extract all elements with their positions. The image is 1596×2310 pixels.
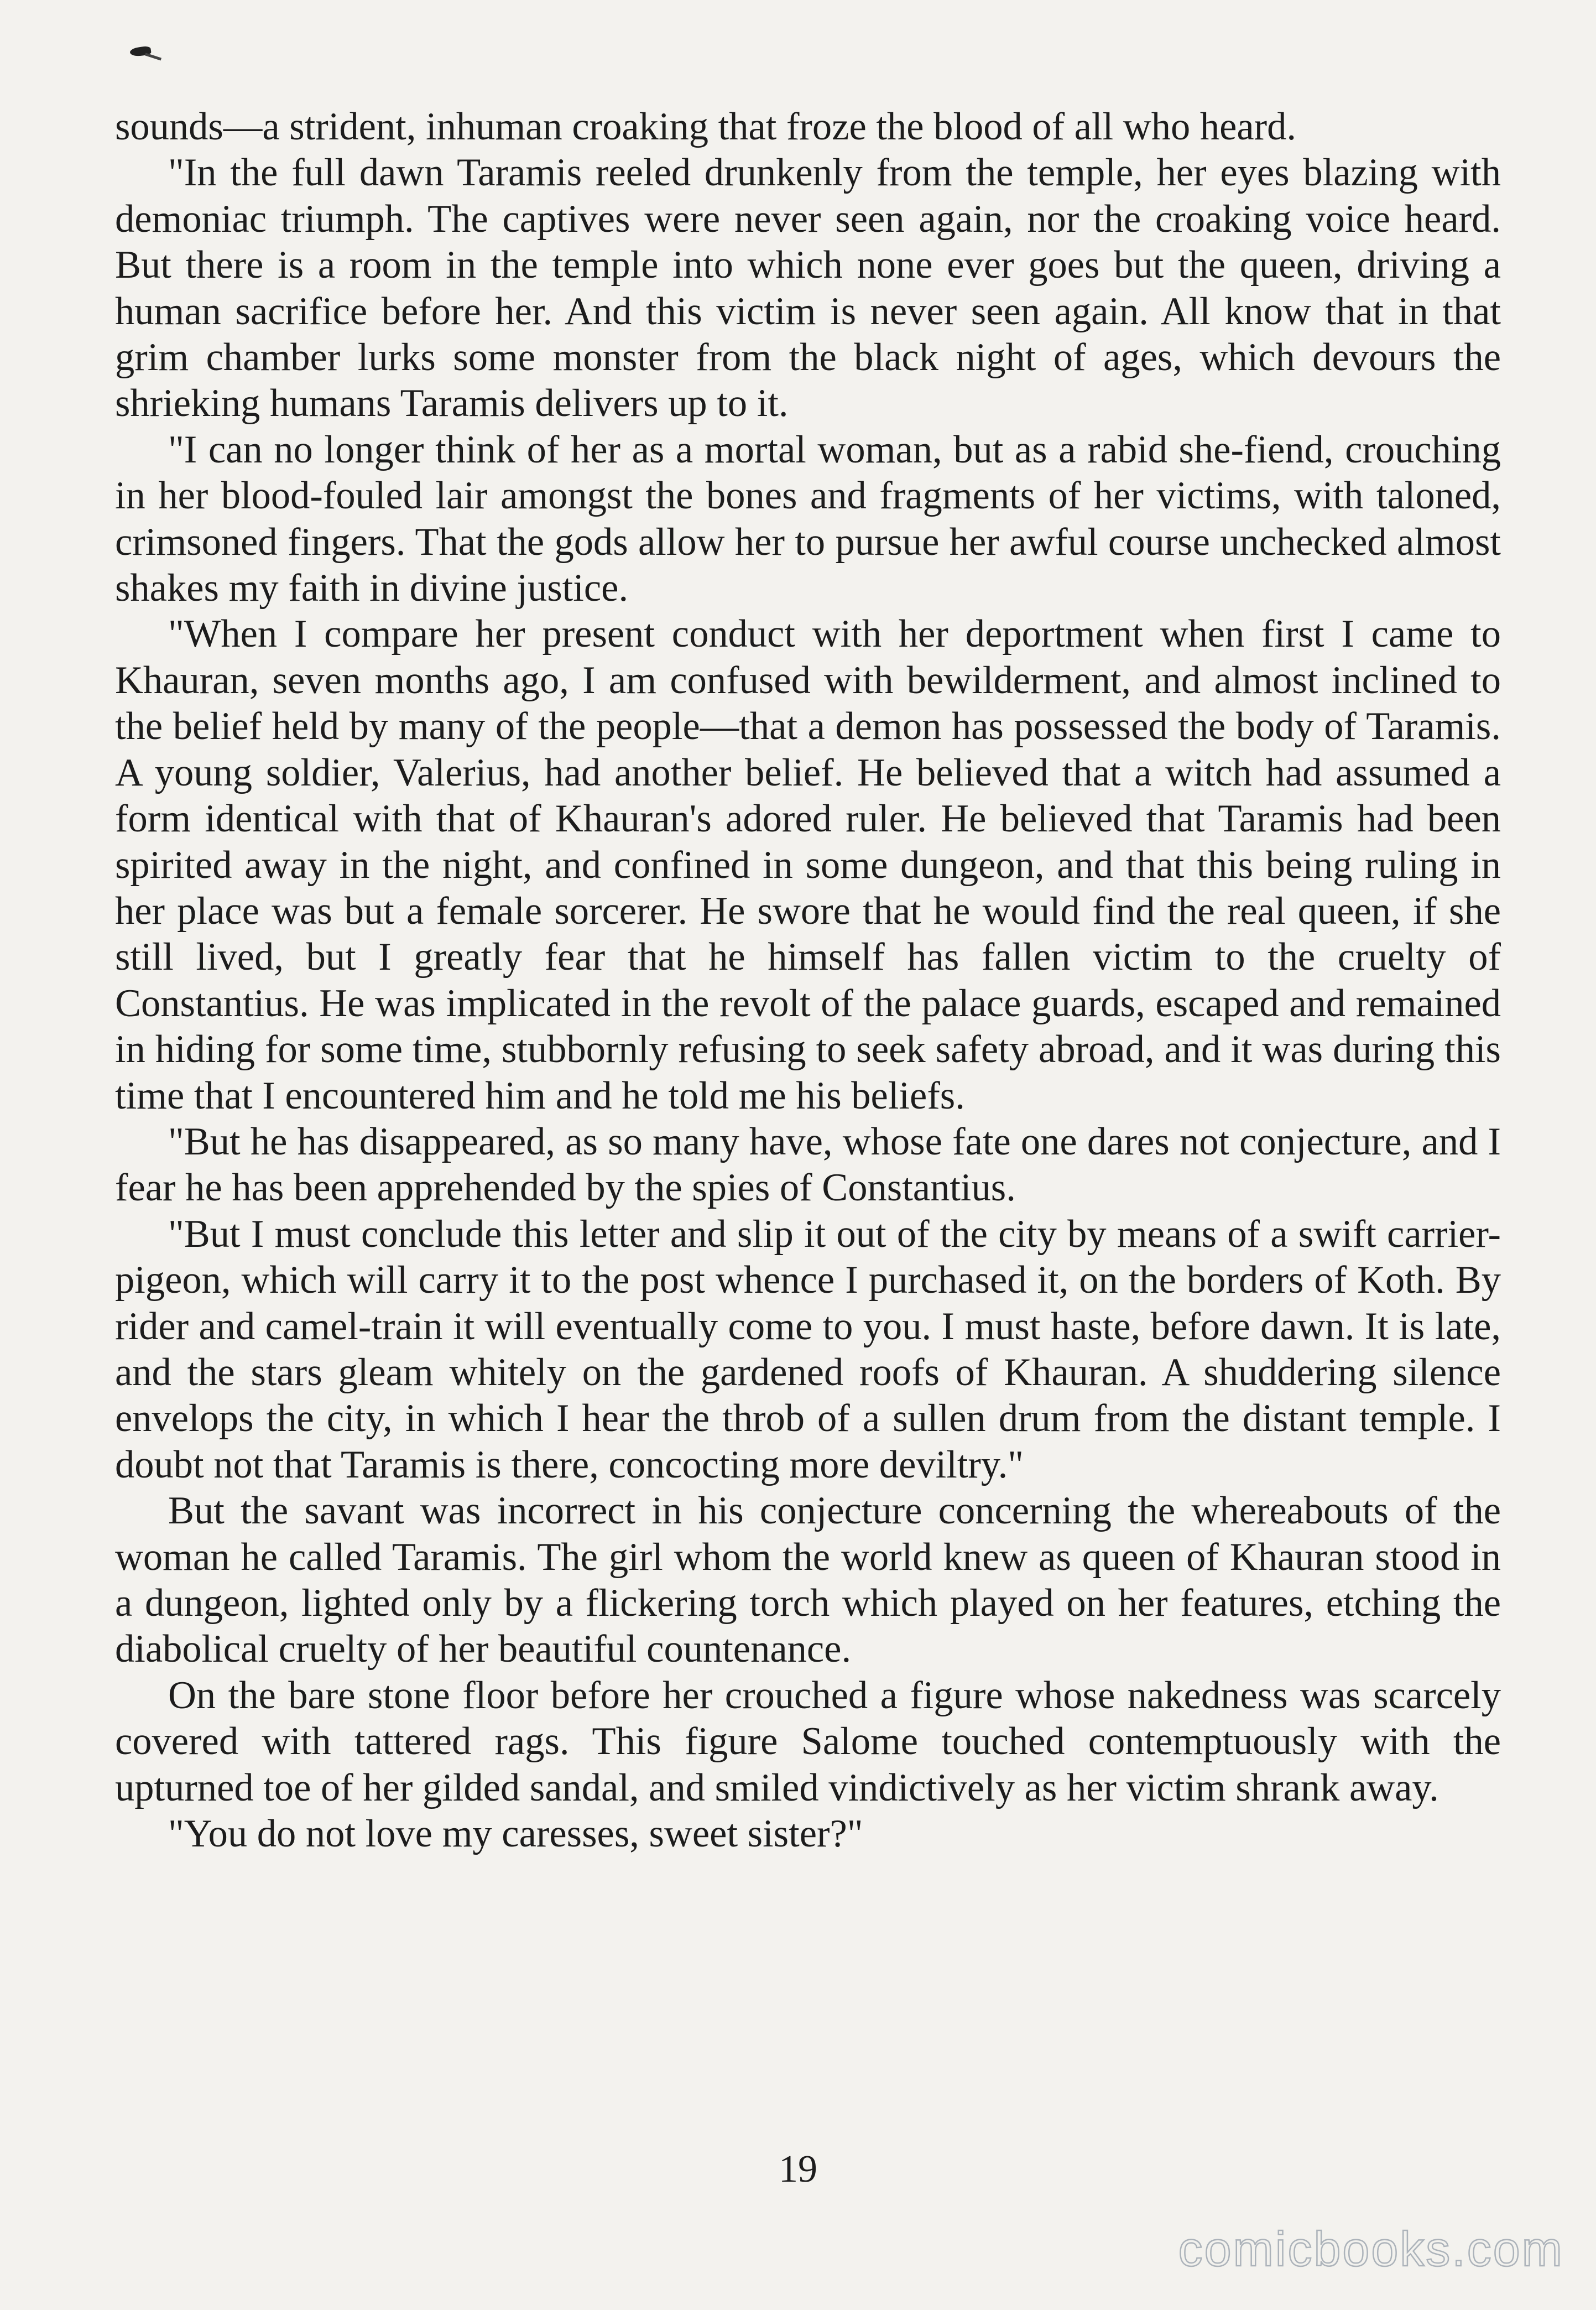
paragraph-8: On the bare stone floor before her crouched a figure whose nakedness was scarcely covered with tattered rags. This figure Salome touched contemptuously with the upturned toe of her gilded sandal, and smiled vindictively as her victim shrank away. — [115, 1673, 1501, 1809]
paragraph-6: "But I must conclude this letter and slip it out of the city by means of a swift carrier-pigeon, which will carry it to the post whence I purchased it, on the borders of Koth. By rider and camel-train it will eventually come to you. I must haste, before dawn. It is late, and the stars gleam whitely on the gardened roofs of Khauran. A shuddering silence envelops the city, in which I hear the throb of a sullen drum from the distant temple. I doubt not that Taramis is there, concocting more deviltry." — [115, 1212, 1501, 1486]
paragraph-9: "You do not love my caresses, sweet sister?" — [168, 1812, 863, 1856]
ink-smudge — [145, 53, 161, 60]
watermark: comicbooks.com — [1178, 2221, 1564, 2276]
paragraph-1: sounds—a strident, inhuman croaking that froze the blood of all who heard. — [115, 105, 1296, 148]
paragraph-4: "When I compare her present conduct with her deportment when first I came to Khauran, seven months ago, I am confused with bewilderment, and almost inclined to the belief held by many of the people—that a demon has possessed the body of Taramis. A young soldier, Valerius, had another belief. He believed that a witch had assumed a form identical with that of Khauran's adored ruler. He believed that Taramis had been spirited away in the night, and confined in some dungeon, and that this being ruling in her place was but a female sorcerer. He swore that he would find the real queen, if she still lived, but I greatly fear that he himself has fallen victim to the cruelty of Constantius. He was implicated in the revolt of the palace guards, escaped and remained in hiding for some time, stubbornly refusing to seek safety abroad, and it was during this time that I encountered him and he told me his beliefs. — [115, 612, 1501, 1117]
page-number: 19 — [779, 2148, 817, 2191]
body-text — [115, 104, 1501, 1857]
paragraph-5: "But he has disappeared, as so many have, whose fate one dares not conjecture, and I fear he has been apprehended by the spies of Constantius. — [115, 1120, 1501, 1210]
paragraph-2: "In the full dawn Taramis reeled drunkenly from the temple, her eyes blazing with demoniac triumph. The captives were never seen again, nor the croaking voice heard. But there is a room in the temple into which none ever goes but the queen, driving a human sacrifice before her. And this victim is never seen again. All know that in that grim chamber lurks some monster from the black night of ages, which devours the shrieking humans Taramis delivers up to it. — [115, 151, 1501, 425]
paragraph-7: But the savant was incorrect in his conjecture concerning the whereabouts of the woman he called Taramis. The girl whom the world knew as queen of Khauran stood in a dungeon, lighted only by a flickering torch which played on her features, etching the diabolical cruelty of her beautiful countenance. — [115, 1489, 1501, 1671]
paragraph-3: "I can no longer think of her as a mortal woman, but as a rabid she-fiend, crouching in her blood-fouled lair amongst the bones and fragments of her victims, with taloned, crimsoned fingers. That the gods allow her to pursue her awful course unchecked almost shakes my faith in divine justice. — [115, 428, 1501, 610]
